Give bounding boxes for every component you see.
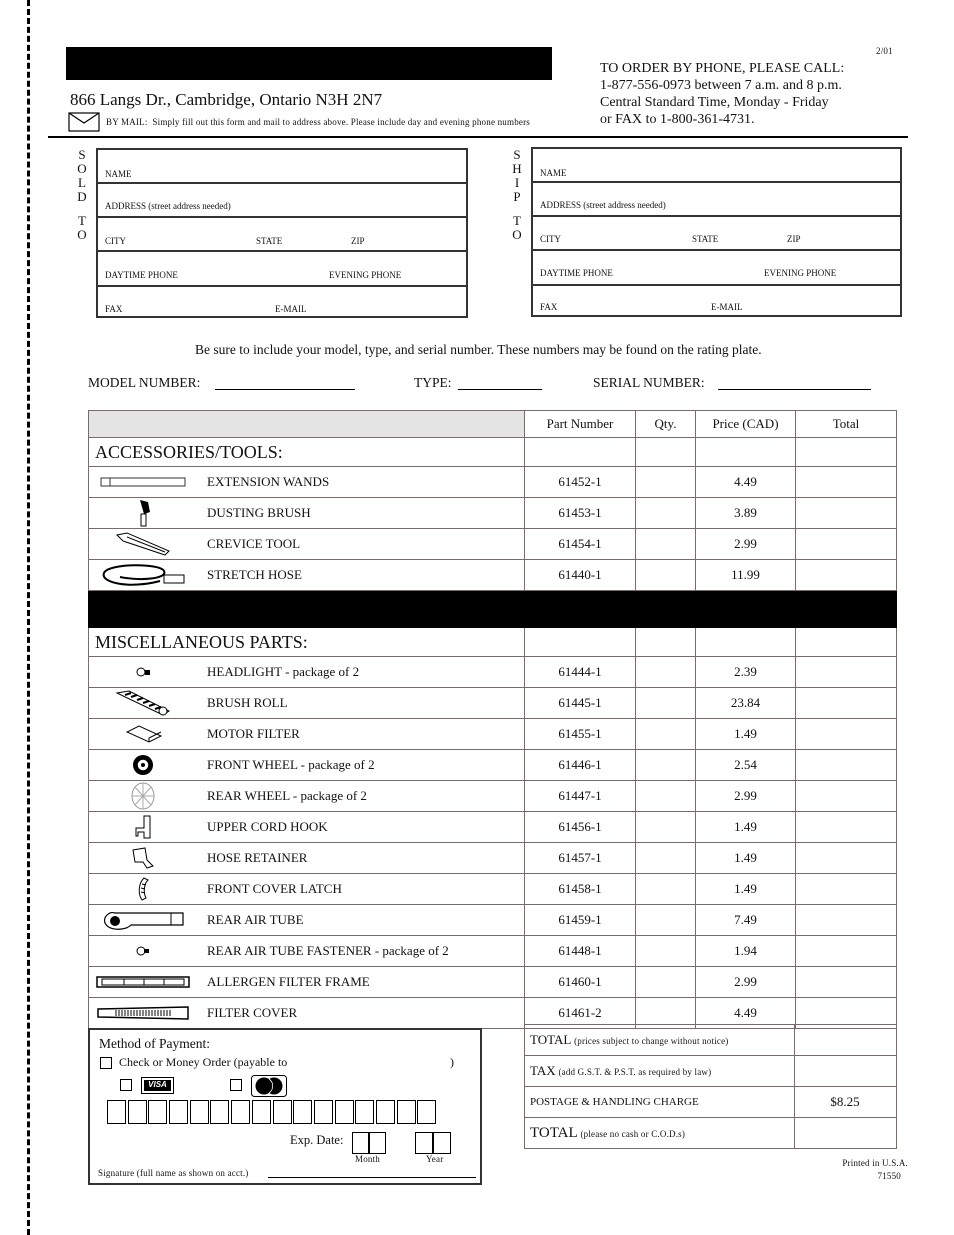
table-row (89, 781, 897, 812)
table-row (89, 874, 897, 905)
totals-table (524, 1024, 897, 1149)
price-cell: 1.49 (696, 812, 796, 843)
card-number-boxes[interactable] (107, 1100, 438, 1124)
part-number: 61461-2 (525, 998, 636, 1029)
air-tube-icon (89, 907, 197, 933)
item-description (89, 719, 525, 750)
name-field[interactable]: NAME (533, 149, 900, 183)
total-cell[interactable] (796, 843, 897, 874)
cord-hook-icon (89, 814, 197, 840)
exp-year-boxes[interactable] (415, 1132, 453, 1154)
item-name: FRONT COVER LATCH (207, 881, 342, 896)
part-number: 61440-1 (525, 560, 636, 591)
total-cell[interactable] (796, 719, 897, 750)
item-name: EXTENSION WANDS (207, 474, 330, 489)
part-number: 61448-1 (525, 936, 636, 967)
model-number-line[interactable] (215, 389, 355, 390)
tube-fastener-icon (89, 945, 197, 957)
item-name: STRETCH HOSE (207, 567, 302, 582)
item-name: UPPER CORD HOOK (207, 819, 328, 834)
cut-line (27, 0, 30, 1235)
total-header: Total (796, 411, 897, 438)
part-number: 61452-1 (525, 467, 636, 498)
payment-title: Method of Payment: (99, 1036, 210, 1051)
qty-cell[interactable] (636, 936, 696, 967)
price-cell: 1.94 (696, 936, 796, 967)
type-line[interactable] (458, 389, 542, 390)
part-number: 61457-1 (525, 843, 636, 874)
table-row (89, 750, 897, 781)
qty-cell[interactable] (636, 781, 696, 812)
item-name: ALLERGEN FILTER FRAME (207, 974, 370, 989)
part-number-header: Part Number (525, 411, 636, 438)
extension-wands-icon (89, 475, 197, 489)
table-row (89, 688, 897, 719)
item-description (89, 967, 525, 998)
misc-title: MISCELLANEOUS PARTS: (95, 631, 308, 652)
header-divider (48, 136, 908, 138)
postage-row: POSTAGE & HANDLING CHARGE $8.25 (525, 1087, 897, 1118)
part-number: 61460-1 (525, 967, 636, 998)
part-number: 61445-1 (525, 688, 636, 719)
envelope-icon (68, 112, 98, 130)
item-name: MOTOR FILTER (207, 726, 300, 741)
signature-line[interactable] (268, 1177, 476, 1178)
model-number-label: MODEL NUMBER: (88, 375, 201, 390)
price-cell: 1.49 (696, 874, 796, 905)
brush-roll-icon (89, 689, 197, 717)
item-name: REAR AIR TUBE FASTENER - package of 2 (207, 943, 449, 958)
phone-field[interactable]: DAYTIME PHONE EVENING PHONE (98, 250, 466, 287)
phone-line: 1-877-556-0973 between 7 a.m. and 8 p.m. (600, 78, 842, 93)
grand-total-value[interactable] (795, 1118, 897, 1149)
total-cell[interactable] (796, 750, 897, 781)
item-name: HOSE RETAINER (207, 850, 308, 865)
qty-cell[interactable] (636, 719, 696, 750)
visa-checkbox[interactable] (120, 1079, 132, 1091)
exp-month-boxes[interactable] (352, 1132, 388, 1154)
part-number: 61454-1 (525, 529, 636, 560)
total-cell[interactable] (796, 498, 897, 529)
accessories-title: ACCESSORIES/TOOLS: (95, 441, 283, 462)
item-description (89, 781, 525, 812)
item-description (89, 498, 525, 529)
table-row (89, 498, 897, 529)
total-cell[interactable] (796, 905, 897, 936)
total-cell[interactable] (796, 529, 897, 560)
price-cell: 2.54 (696, 750, 796, 781)
cover-latch-icon (89, 876, 197, 902)
part-number: 61447-1 (525, 781, 636, 812)
price-cell: 2.99 (696, 967, 796, 998)
price-cell: 4.49 (696, 998, 796, 1029)
ship-to-label: S H I P T O (512, 147, 522, 242)
signature-label: Signature (full name as shown on acct.) (98, 1168, 249, 1178)
total-cell[interactable] (796, 467, 897, 498)
filter-cover-icon (89, 1005, 197, 1021)
address-field[interactable]: ADDRESS (street address needed) (98, 182, 466, 218)
city-state-zip-field[interactable]: CITY STATE ZIP (533, 215, 900, 251)
phone-line: or FAX to 1-800-361-4731. (600, 112, 755, 127)
part-number: 61446-1 (525, 750, 636, 781)
printed-in: Printed in U.S.A. (842, 1158, 908, 1168)
total-value[interactable] (795, 1025, 897, 1056)
price-cell: 2.99 (696, 781, 796, 812)
filter-frame-icon (89, 975, 197, 989)
grand-total-row: TOTAL (please no cash or C.O.D.s) (525, 1118, 897, 1149)
price-cell: 4.49 (696, 467, 796, 498)
sold-to-form (96, 148, 468, 318)
qty-cell[interactable] (636, 467, 696, 498)
exp-date-label: Exp. Date: (290, 1133, 344, 1147)
rear-wheel-icon (89, 782, 197, 810)
part-number: 61444-1 (525, 657, 636, 688)
instructions: Be sure to include your model, type, and serial number. These numbers may be found on the rating plate. (195, 342, 762, 357)
tax-value[interactable] (795, 1056, 897, 1087)
item-description (89, 998, 525, 1029)
item-description (89, 843, 525, 874)
price-cell: 1.49 (696, 719, 796, 750)
phone-line: Central Standard Time, Monday - Friday (600, 95, 829, 110)
serial-number-label: SERIAL NUMBER: (593, 375, 705, 390)
stretch-hose-icon (89, 561, 197, 589)
company-address: 866 Langs Dr., Cambridge, Ontario N3H 2N7 (70, 90, 383, 109)
check-checkbox[interactable] (100, 1057, 112, 1069)
total-cell[interactable] (796, 812, 897, 843)
qty-cell[interactable] (636, 529, 696, 560)
price-cell: 11.99 (696, 560, 796, 591)
qty-cell[interactable] (636, 812, 696, 843)
table-header (89, 411, 897, 438)
total-cell[interactable] (796, 936, 897, 967)
qty-header: Qty. (636, 411, 696, 438)
table-row (89, 905, 897, 936)
price-cell: 2.39 (696, 657, 796, 688)
item-name: DUSTING BRUSH (207, 505, 311, 520)
table-row (89, 967, 897, 998)
type-label: TYPE: (414, 375, 452, 390)
phone-field[interactable]: DAYTIME PHONE EVENING PHONE (533, 249, 900, 286)
qty-cell[interactable] (636, 750, 696, 781)
item-description (89, 905, 525, 936)
price-cell: 23.84 (696, 688, 796, 719)
parts-table (88, 410, 897, 1029)
dusting-brush-icon (89, 498, 197, 528)
item-name: CREVICE TOOL (207, 536, 301, 551)
item-description (89, 529, 525, 560)
item-name: REAR AIR TUBE (207, 912, 304, 927)
part-number: 61459-1 (525, 905, 636, 936)
table-row (89, 467, 897, 498)
item-description (89, 657, 525, 688)
sold-to-label: S O L D T O (77, 147, 87, 242)
phone-order-info (600, 60, 844, 128)
item-description (89, 874, 525, 905)
total-cell[interactable] (796, 874, 897, 905)
table-row (89, 719, 897, 750)
total-row: TOTAL (prices subject to change without notice) (525, 1025, 897, 1056)
item-name: FRONT WHEEL - package of 2 (207, 757, 375, 772)
item-description (89, 936, 525, 967)
city-state-zip-field[interactable]: CITY STATE ZIP (98, 216, 466, 252)
item-description (89, 750, 525, 781)
qty-cell[interactable] (636, 905, 696, 936)
total-cell[interactable] (796, 657, 897, 688)
table-row (89, 936, 897, 967)
price-cell: 7.49 (696, 905, 796, 936)
part-number: 61458-1 (525, 874, 636, 905)
item-name: HEADLIGHT - package of 2 (207, 664, 360, 679)
front-wheel-icon (89, 754, 197, 776)
fax-email-field[interactable]: FAX E-MAIL (540, 302, 743, 312)
item-name: FILTER COVER (207, 1005, 298, 1020)
tax-row: TAX (add G.S.T. & P.S.T. as required by law) (525, 1056, 897, 1087)
form-code: 71550 (877, 1171, 901, 1181)
hose-retainer-icon (89, 846, 197, 870)
qty-cell[interactable] (636, 657, 696, 688)
table-row (89, 812, 897, 843)
total-cell[interactable] (796, 781, 897, 812)
name-field[interactable]: NAME (98, 150, 466, 184)
check-option[interactable]: Check or Money Order (payable to ) (100, 1055, 460, 1070)
item-description (89, 812, 525, 843)
qty-cell[interactable] (636, 967, 696, 998)
year-label: Year (426, 1154, 444, 1164)
price-cell: 1.49 (696, 843, 796, 874)
qty-cell[interactable] (636, 498, 696, 529)
misc-section (89, 628, 897, 657)
mastercard-icon (251, 1075, 287, 1102)
qty-cell[interactable] (636, 560, 696, 591)
header-bar (66, 47, 552, 80)
total-cell[interactable] (796, 967, 897, 998)
table-row (89, 560, 897, 591)
ship-to-form (531, 147, 902, 317)
date-code: 2/01 (876, 46, 893, 56)
price-cell: 3.89 (696, 498, 796, 529)
part-number: 61456-1 (525, 812, 636, 843)
price-header: Price (CAD) (696, 411, 796, 438)
mastercard-checkbox[interactable] (230, 1079, 242, 1091)
total-cell[interactable] (796, 560, 897, 591)
item-description (89, 560, 525, 591)
table-row (89, 529, 897, 560)
address-field[interactable]: ADDRESS (street address needed) (533, 181, 900, 217)
postage-value: $8.25 (795, 1087, 897, 1118)
crevice-tool-icon (89, 531, 197, 557)
headlight-icon (89, 665, 197, 679)
price-cell: 2.99 (696, 529, 796, 560)
qty-cell[interactable] (636, 843, 696, 874)
motor-filter-icon (89, 724, 197, 744)
table-row (89, 657, 897, 688)
item-name: BRUSH ROLL (207, 695, 288, 710)
qty-cell[interactable] (636, 688, 696, 719)
accessories-section (89, 438, 897, 467)
month-label: Month (355, 1154, 381, 1164)
part-number: 61455-1 (525, 719, 636, 750)
item-description (89, 467, 525, 498)
item-description (89, 688, 525, 719)
table-row (89, 843, 897, 874)
by-mail-text: BY MAIL: Simply fill out this form and mail to address above. Please include day and evening phone numbers (106, 117, 530, 127)
fax-email-field[interactable]: FAX E-MAIL (105, 304, 307, 314)
section-divider (89, 591, 897, 628)
item-name: REAR WHEEL - package of 2 (207, 788, 367, 803)
phone-line: TO ORDER BY PHONE, PLEASE CALL: (600, 61, 845, 76)
part-number: 61453-1 (525, 498, 636, 529)
visa-icon: VISA (141, 1077, 174, 1094)
serial-number-line[interactable] (718, 389, 871, 390)
qty-cell[interactable] (636, 874, 696, 905)
description-header (89, 411, 525, 438)
total-cell[interactable] (796, 688, 897, 719)
